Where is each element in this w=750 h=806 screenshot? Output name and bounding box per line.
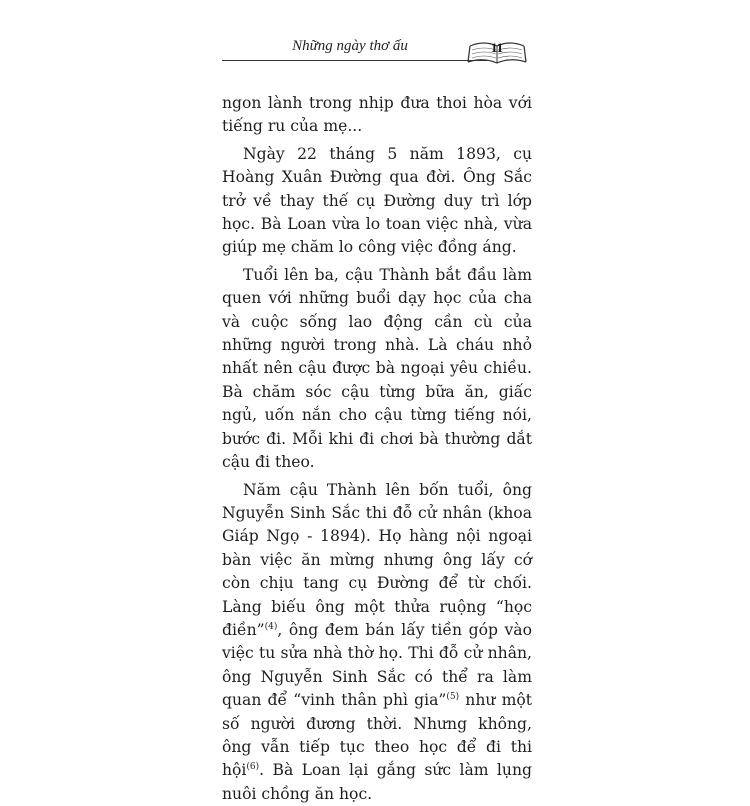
page-number: 11 [466,40,528,56]
paragraph-text: như một số người đương thời. Nhưng không, ông vẫn tiếp tục theo học để đi thi hội [222,691,532,779]
footnote-marker: (6) [246,762,259,772]
paragraph-text: Tuổi lên ba, cậu Thành bắt đầu làm quen với những buổi dạy học của cha và cuộc sống lao động cần cù của những người trong nhà. Là cháu nhỏ nhất nên cậu được bà ngoại yêu chiều. Bà chăm sóc cậu từng bữa ăn, giấc ngủ, uốn nắn cho cậu từng tiếng nói, bước đi. Mỗi khi đi chơi bà thường dắt cậu đi theo. [222,266,532,471]
paragraph-text: . Bà Loan lại gắng sức làm lụng nuôi chồng ăn học. [222,761,532,802]
paragraph-text: Năm cậu Thành lên bốn tuổi, ông Nguyễn Sinh Sắc thi đỗ cử nhân (khoa Giáp Ngọ - 1894). Họ hàng nội ngoại bàn việc ăn mừng nhưng ông lấy cớ còn chịu tang cụ Đường để từ chối. Làng biếu ông một thửa ruộng “học điền” [222,481,532,639]
paragraph-text: , ông đem bán lấy tiền góp vào việc tu sửa nhà thờ họ. Thi đỗ cử nhân, ông Nguyễn Sinh Sắc có thể ra làm quan để “vinh thân phì gia” [222,621,532,709]
paragraph-4 [222,479,532,806]
paragraph-2 [222,143,532,260]
running-title: Những ngày thơ ấu [0,38,700,55]
paragraph-1 [222,92,532,139]
paragraph-text: Ngày 22 tháng 5 năm 1893, cụ Hoàng Xuân Đường qua đời. Ông Sắc trở về thay thế cụ Đường duy trì lớp học. Bà Loan vừa lo toan việc nhà, vừa giúp mẹ chăm lo công việc đồng áng. [222,145,532,257]
paragraph-text: ngon lành trong nhịp đưa thoi hòa với tiếng ru của mẹ... [222,94,532,135]
footnote-marker: (4) [265,622,278,632]
paragraph-3 [222,264,532,475]
body-text [222,92,532,806]
footnote-marker: (5) [446,692,459,702]
header-rule [222,60,490,61]
